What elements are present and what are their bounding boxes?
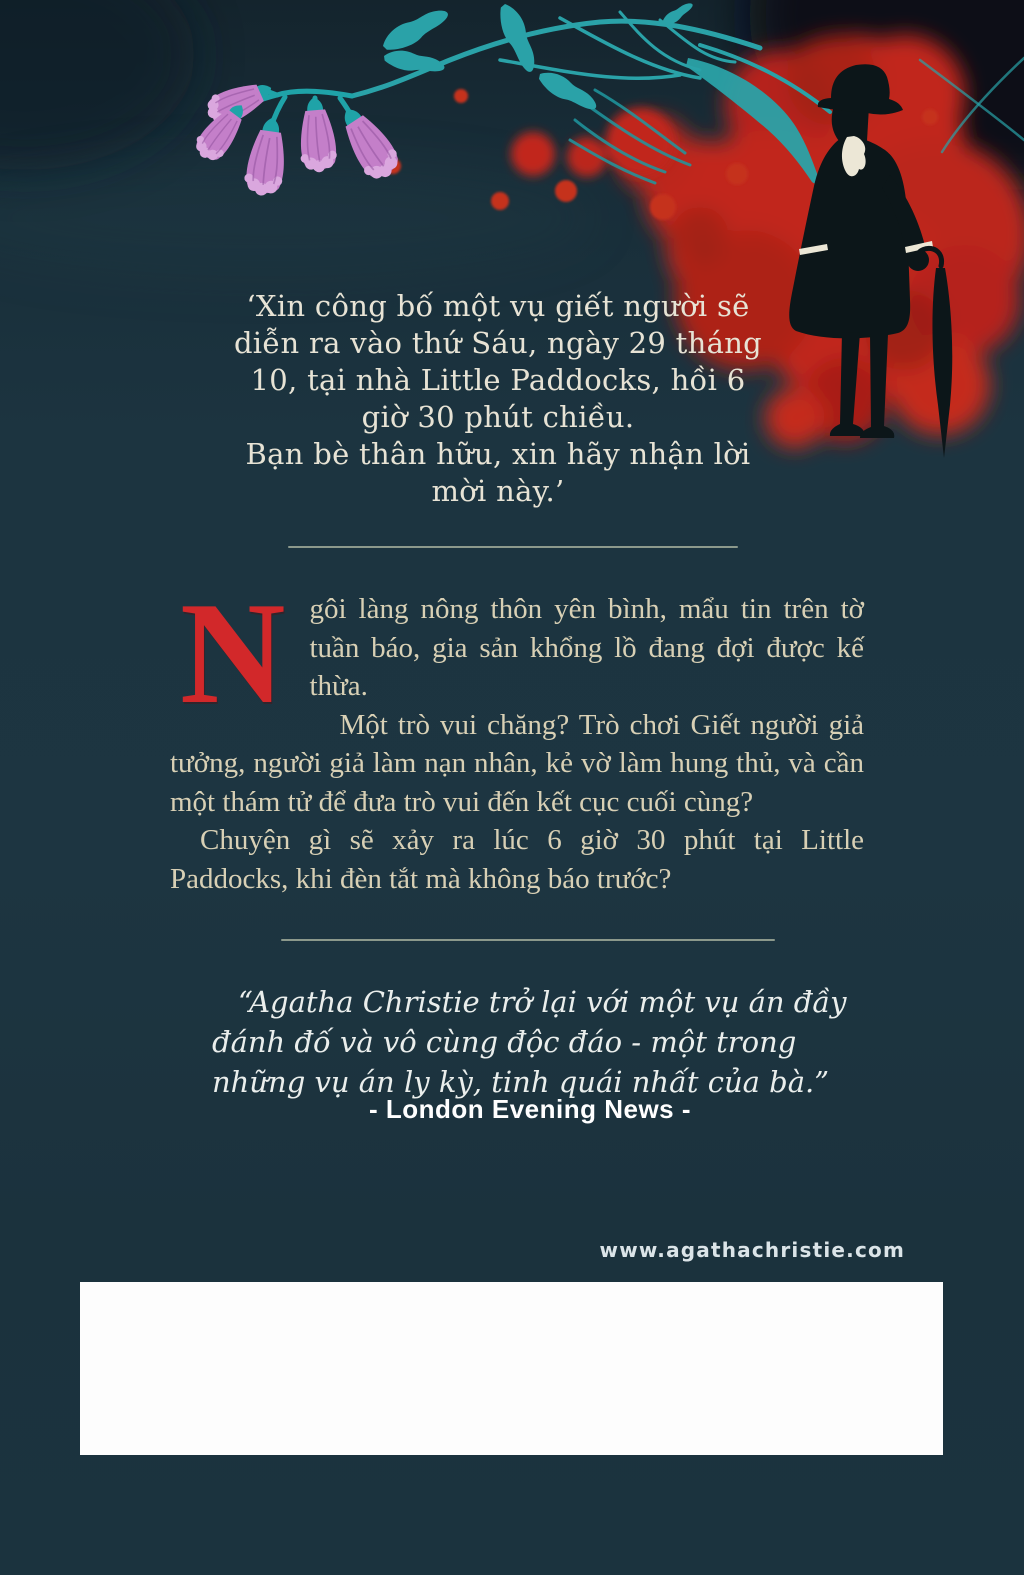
announcement-line: Bạn bè thân hữu, xin hãy nhận lời (245, 437, 751, 471)
teal-leaves (378, 0, 696, 118)
press-review-source: - London Evening News - (368, 1094, 692, 1124)
murder-announcement-quote (188, 288, 808, 510)
synopsis-paragraph-1: gôi làng nông thôn yên bình, mẩu tin trên tờ tuần báo, gia sản khổng lồ đang đợi được kế thừa. (309, 593, 864, 702)
announcement-line: diễn ra vào thứ Sáu, ngày 29 tháng (233, 326, 763, 360)
drop-cap-letter: N (180, 572, 286, 734)
barcode-placeholder (80, 1282, 943, 1455)
announcement-line: giờ 30 phút chiều. (361, 400, 635, 434)
announcement-line: mời này.’ (431, 474, 565, 508)
divider-line (288, 546, 738, 548)
press-review-quote: “Agatha Christie trở lại với một vụ án đầy đánh đố và vô cùng độc đáo - một trong những vụ án ly kỳ, tinh quái nhất của bà.” (212, 985, 847, 1099)
publisher-website-url: www.agathachristie.com (599, 1238, 905, 1262)
synopsis-text (170, 572, 864, 898)
announcement-line: ‘Xin công bố một vụ giết người sẽ (246, 289, 750, 323)
synopsis-paragraph-3: Chuyện gì sẽ xảy ra lúc 6 giờ 30 phút tại Little Paddocks, khi đèn tắt mà không báo trước? (170, 824, 864, 895)
announcement-line: 10, tại nhà Little Paddocks, hồi 6 (250, 363, 746, 397)
synopsis-paragraph-2: Một trò vui chăng? Trò chơi Giết người giả tưởng, người giả làm nạn nhân, kẻ vờ làm hung thủ, và cần một thám tử để đưa trò vui đến kết cục cuối cùng? (170, 708, 864, 818)
divider-line (281, 939, 775, 941)
